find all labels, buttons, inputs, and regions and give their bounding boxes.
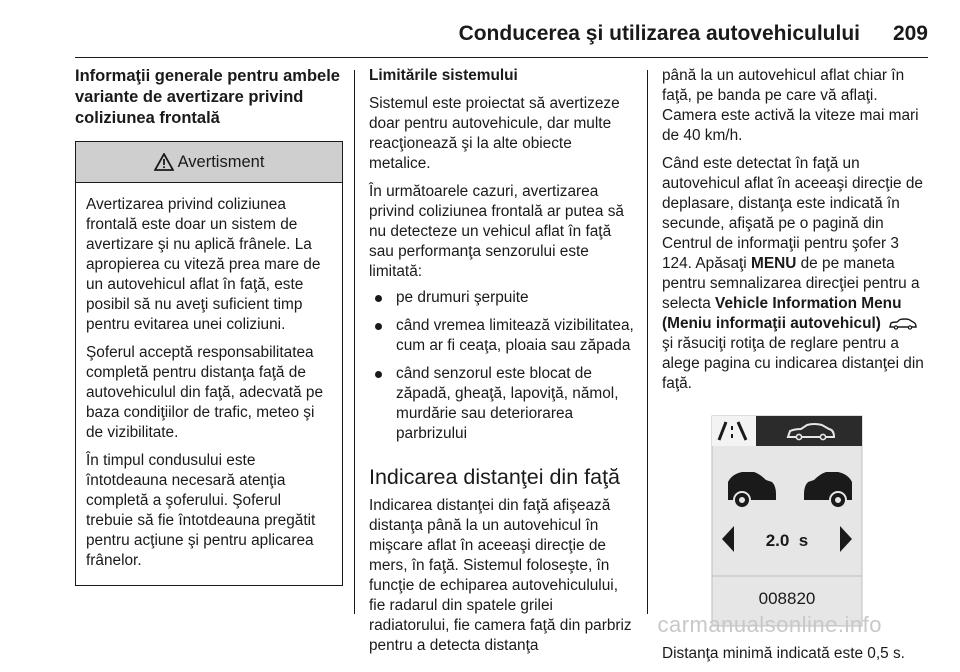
list-item: [369, 316, 635, 356]
figure-caption: Distanţa minimă indicată este 0,5 s.: [662, 645, 905, 662]
section-heading: Indicarea distanţei din faţă: [369, 465, 620, 489]
paragraph: Indicarea distanţei din faţă afişează distanţa până la un autovehicul în mişcare aflat în aceeaşi direcţie de mers, în faţă. Sistemul foloseşte, în funcţie de echiparea autovehiculului, fie radarul din spatele grilei radiatorului, fie camera faţă din parbriz pentru a detecta distanţa: [369, 497, 632, 654]
paragraph-text: de pe maneta pentru semnalizarea direcţiei pentru a selecta: [662, 255, 920, 312]
header-rule: [75, 57, 928, 58]
bullet-icon: [375, 371, 382, 378]
page-header-title: Conducerea şi utilizarea autovehiculului: [458, 22, 860, 45]
page-number: 209: [892, 22, 928, 45]
warning-triangle-icon: [154, 153, 174, 171]
warning-body: [76, 183, 342, 585]
subsection-title: Limitările sistemului: [369, 67, 518, 84]
car-outline-icon: [888, 318, 918, 330]
warning-header: [76, 142, 342, 183]
column-2: [369, 66, 635, 664]
paragraph: Sistemul este proiectat să avertizeze doar pentru autovehicule, dar multe reacţionează şi la alte obiecte metalice.: [369, 95, 620, 172]
bullet-icon: [375, 295, 382, 302]
list-item: [369, 288, 635, 308]
column-divider-1: [354, 70, 355, 614]
paragraph-text: Când este detectat în faţă un autovehicul aflat în aceeaşi direcţie de deplasare, distanţa este indicată în secunde, afişată pe o pagină din Centrul de informaţii pentru şofer: [662, 155, 923, 252]
column-1: [75, 66, 343, 586]
warning-paragraph: Avertizarea privind coliziunea frontală este doar un sistem de avertizare şi nu aplică frânele. La apropierea cu viteză prea mare de un autovehicul aflat în faţă, este posibil să nu aveţi suficient timp pentru evitarea unei coliziuni.: [86, 196, 321, 333]
warning-heading: Avertisment: [177, 153, 265, 171]
distance-display-figure: [662, 404, 912, 636]
list-item-text: când senzorul este blocat de zăpadă, gheaţă, lapoviţă, nămol, murdărie sau deteriorarea parbrizului: [396, 365, 619, 442]
section-title: Informaţii generale pentru ambele variante de avertizare privind coliziunea frontală: [75, 67, 340, 127]
driver-info-display: [662, 404, 912, 636]
page-reference[interactable]: 3 124. Apăsaţi: [662, 235, 899, 272]
distance-value: 2.0 s: [765, 531, 809, 550]
bullet-list: [369, 288, 635, 444]
list-item-text: pe drumuri şerpuite: [396, 289, 529, 306]
menu-name: Vehicle Information Menu (Meniu informaţii autovehicul): [662, 295, 902, 332]
figure-code: 008820: [758, 589, 816, 608]
warning-box: [75, 141, 343, 586]
paragraph-text: şi răsuciţi rotiţa de reglare pentru a alege pagina cu indicarea distanţei din faţă.: [662, 335, 924, 392]
list-item: [369, 364, 635, 444]
warning-paragraph: În timpul condusului este întotdeauna necesară atenţia completă a şoferului. Şoferul trebuie să fie întotdeauna pregătit pentru acţiune şi pentru aplicarea frânelor.: [86, 452, 316, 569]
column-3: [662, 66, 932, 672]
column-divider-2: [647, 70, 648, 614]
menu-key-label: MENU: [751, 255, 797, 272]
watermark: carmanualsonline.info: [657, 612, 882, 637]
bullet-icon: [375, 323, 382, 330]
list-item-text: când vremea limitează vizibilitatea, cum ar fi ceaţa, ploaia sau zăpada: [396, 317, 634, 354]
paragraph: În următoarele cazuri, avertizarea privind coliziunea frontală ar putea să nu detecteze un vehicul aflat în faţă sau performanţa senzorului este limitată:: [369, 183, 624, 280]
paragraph: [662, 154, 932, 394]
paragraph: până la un autovehicul aflat chiar în faţă, pe banda pe care vă aflaţi. Camera este activă la viteze mai mari de 40 km/h.: [662, 67, 919, 144]
warning-paragraph: Şoferul acceptă responsabilitatea completă pentru distanţa faţă de autovehiculul din faţă, adecvată pe baza condiţiilor de trafic, meteo şi de vizibilitate.: [86, 344, 324, 441]
